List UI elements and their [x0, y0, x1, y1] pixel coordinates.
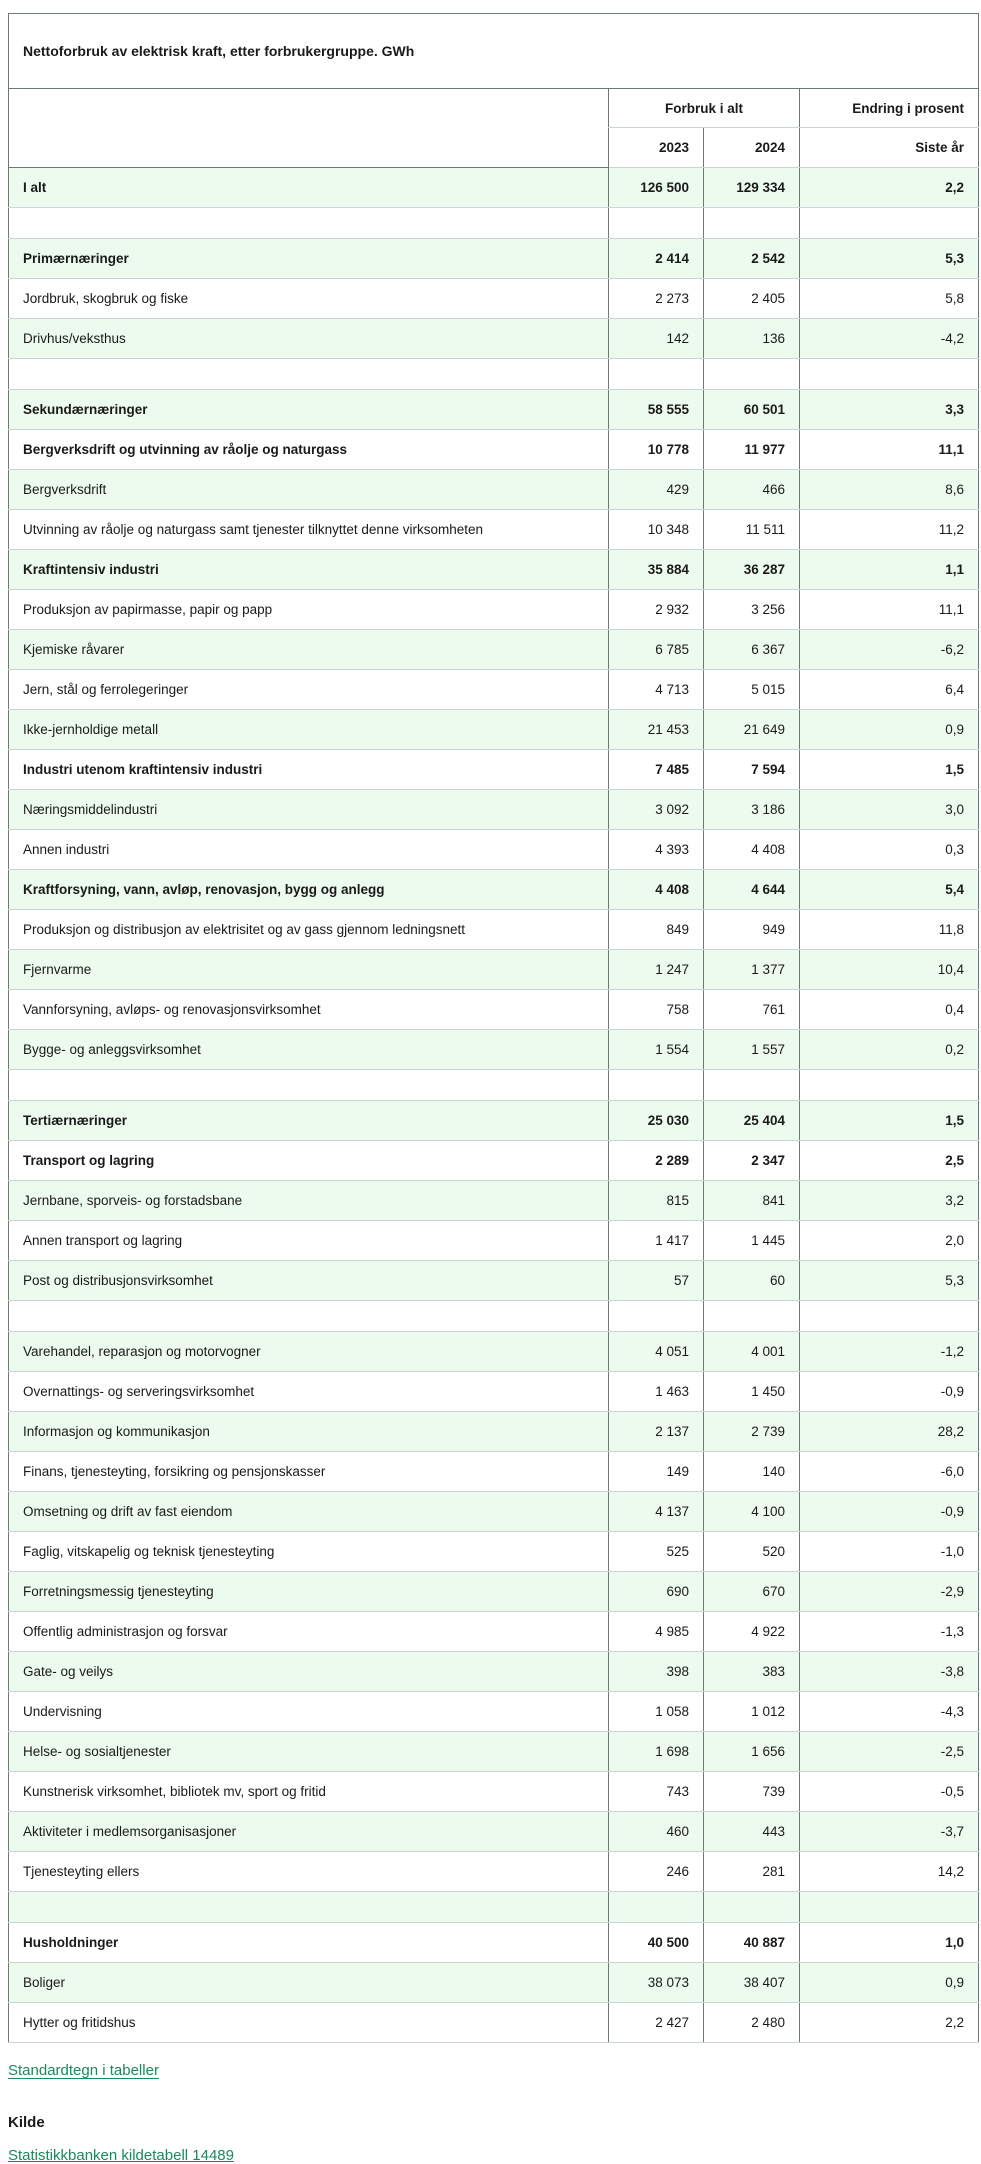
table-row	[9, 1141, 979, 1181]
row-label: Tertiærnæringer	[9, 1101, 609, 1141]
value-2023: 40 500	[609, 1923, 704, 1963]
percent-change: 0,9	[800, 1963, 979, 2003]
percent-change: 6,4	[800, 670, 979, 710]
percent-change: 1,1	[800, 550, 979, 590]
value-2024: 383	[704, 1652, 800, 1692]
value-2023: 1 698	[609, 1732, 704, 1772]
row-label: Undervisning	[9, 1692, 609, 1732]
header-year-2023: 2023	[609, 128, 704, 168]
value-2023: 35 884	[609, 550, 704, 590]
percent-change: 14,2	[800, 1852, 979, 1892]
table-row	[9, 430, 979, 470]
value-2023: 2 932	[609, 590, 704, 630]
row-label: I alt	[9, 168, 609, 208]
percent-change: 5,3	[800, 1261, 979, 1301]
value-2023: 1 247	[609, 950, 704, 990]
table-row	[9, 1923, 979, 1963]
value-2024: 2 405	[704, 279, 800, 319]
value-2023: 4 051	[609, 1332, 704, 1372]
value-2023: 525	[609, 1532, 704, 1572]
table-row	[9, 1332, 979, 1372]
percent-change: 11,8	[800, 910, 979, 950]
percent-change: -6,2	[800, 630, 979, 670]
table-row	[9, 950, 979, 990]
value-2024: 2 480	[704, 2003, 800, 2043]
table-row	[9, 510, 979, 550]
value-2024: 4 922	[704, 1612, 800, 1652]
table-row	[9, 1030, 979, 1070]
value-2023	[609, 1301, 704, 1332]
value-2023: 149	[609, 1452, 704, 1492]
table-row	[9, 1372, 979, 1412]
percent-change: -4,2	[800, 319, 979, 359]
percent-change: 5,8	[800, 279, 979, 319]
percent-change: 5,4	[800, 870, 979, 910]
value-2023: 2 289	[609, 1141, 704, 1181]
value-2023: 2 427	[609, 2003, 704, 2043]
table-row	[9, 319, 979, 359]
value-2023: 1 463	[609, 1372, 704, 1412]
value-2024: 4 100	[704, 1492, 800, 1532]
percent-change: 10,4	[800, 950, 979, 990]
row-label: Boliger	[9, 1963, 609, 2003]
table-row	[9, 790, 979, 830]
value-2024: 520	[704, 1532, 800, 1572]
row-label: Aktiviteter i medlemsorganisasjoner	[9, 1812, 609, 1852]
value-2023: 758	[609, 990, 704, 1030]
percent-change: 2,5	[800, 1141, 979, 1181]
percent-change: 3,0	[800, 790, 979, 830]
value-2023: 4 985	[609, 1612, 704, 1652]
row-label: Helse- og sosialtjenester	[9, 1732, 609, 1772]
table-row	[9, 279, 979, 319]
row-label: Offentlig administrasjon og forsvar	[9, 1612, 609, 1652]
value-2023: 429	[609, 470, 704, 510]
row-label	[9, 1070, 609, 1101]
value-2024: 136	[704, 319, 800, 359]
value-2024: 2 739	[704, 1412, 800, 1452]
percent-change: 1,5	[800, 1101, 979, 1141]
value-2024: 21 649	[704, 710, 800, 750]
row-label: Primærnæringer	[9, 239, 609, 279]
table-row	[9, 2003, 979, 2043]
percent-change: 2,0	[800, 1221, 979, 1261]
spacer-row	[9, 1892, 979, 1923]
value-2024: 281	[704, 1852, 800, 1892]
percent-change: -0,9	[800, 1492, 979, 1532]
value-2024: 6 367	[704, 630, 800, 670]
value-2024: 841	[704, 1181, 800, 1221]
percent-change: 11,1	[800, 590, 979, 630]
spacer-row	[9, 1301, 979, 1332]
value-2023: 58 555	[609, 390, 704, 430]
row-label: Annen transport og lagring	[9, 1221, 609, 1261]
value-2023: 2 137	[609, 1412, 704, 1452]
row-label	[9, 359, 609, 390]
percent-change: 5,3	[800, 239, 979, 279]
table-row	[9, 910, 979, 950]
value-2024: 4 001	[704, 1332, 800, 1372]
percent-change: 2,2	[800, 168, 979, 208]
value-2023: 4 393	[609, 830, 704, 870]
value-2023: 4 713	[609, 670, 704, 710]
table-row	[9, 1261, 979, 1301]
value-2024: 11 511	[704, 510, 800, 550]
row-label: Vannforsyning, avløps- og renovasjonsvirksomhet	[9, 990, 609, 1030]
row-label: Hytter og fritidshus	[9, 2003, 609, 2043]
percent-change: 28,2	[800, 1412, 979, 1452]
percent-change: -0,5	[800, 1772, 979, 1812]
table-row	[9, 1412, 979, 1452]
value-2023	[609, 1070, 704, 1101]
percent-change: 0,4	[800, 990, 979, 1030]
value-2024: 40 887	[704, 1923, 800, 1963]
table-row	[9, 670, 979, 710]
header-blank	[9, 89, 609, 168]
percent-change: 8,6	[800, 470, 979, 510]
percent-change: -2,9	[800, 1572, 979, 1612]
percent-change: -1,0	[800, 1532, 979, 1572]
value-2023: 57	[609, 1261, 704, 1301]
value-2024: 38 407	[704, 1963, 800, 2003]
table-row	[9, 550, 979, 590]
percent-change: 0,9	[800, 710, 979, 750]
value-2023: 743	[609, 1772, 704, 1812]
row-label: Finans, tjenesteyting, forsikring og pensjonskasser	[9, 1452, 609, 1492]
value-2023: 4 137	[609, 1492, 704, 1532]
value-2023: 21 453	[609, 710, 704, 750]
row-label: Transport og lagring	[9, 1141, 609, 1181]
percent-change: 0,2	[800, 1030, 979, 1070]
percent-change	[800, 1070, 979, 1101]
percent-change: 1,0	[800, 1923, 979, 1963]
header-last-year: Siste år	[800, 128, 979, 168]
value-2023: 142	[609, 319, 704, 359]
value-2023: 3 092	[609, 790, 704, 830]
header-year-2024: 2024	[704, 128, 800, 168]
row-label: Kunstnerisk virksomhet, bibliotek mv, sport og fritid	[9, 1772, 609, 1812]
percent-change: -0,9	[800, 1372, 979, 1412]
value-2024: 25 404	[704, 1101, 800, 1141]
table-row	[9, 239, 979, 279]
value-2024: 466	[704, 470, 800, 510]
table-row	[9, 1852, 979, 1892]
header-consumption: Forbruk i alt	[609, 89, 800, 128]
row-label: Bygge- og anleggsvirksomhet	[9, 1030, 609, 1070]
percent-change: -1,3	[800, 1612, 979, 1652]
row-label	[9, 208, 609, 239]
table-row	[9, 1492, 979, 1532]
table-row	[9, 1612, 979, 1652]
row-label: Gate- og veilys	[9, 1652, 609, 1692]
value-2024: 140	[704, 1452, 800, 1492]
row-label: Næringsmiddelindustri	[9, 790, 609, 830]
table-row	[9, 1732, 979, 1772]
percent-change	[800, 208, 979, 239]
value-2023: 10 348	[609, 510, 704, 550]
value-2024: 2 347	[704, 1141, 800, 1181]
value-2024	[704, 359, 800, 390]
row-label: Kraftintensiv industri	[9, 550, 609, 590]
percent-change	[800, 1892, 979, 1923]
row-label: Fjernvarme	[9, 950, 609, 990]
value-2024: 1 012	[704, 1692, 800, 1732]
value-2023: 38 073	[609, 1963, 704, 2003]
value-2024: 949	[704, 910, 800, 950]
table-row	[9, 710, 979, 750]
table-row	[9, 990, 979, 1030]
value-2023: 849	[609, 910, 704, 950]
table-row	[9, 590, 979, 630]
value-2024	[704, 208, 800, 239]
percent-change: 1,5	[800, 750, 979, 790]
spacer-row	[9, 359, 979, 390]
value-2024: 4 408	[704, 830, 800, 870]
value-2023: 1 058	[609, 1692, 704, 1732]
table-wrapper	[8, 13, 978, 2043]
row-label	[9, 1892, 609, 1923]
value-2023: 4 408	[609, 870, 704, 910]
table-row	[9, 1532, 979, 1572]
value-2024	[704, 1892, 800, 1923]
value-2023: 815	[609, 1181, 704, 1221]
table-title: Nettoforbruk av elektrisk kraft, etter forbrukergruppe. GWh	[8, 13, 979, 88]
row-label: Faglig, vitskapelig og teknisk tjenesteyting	[9, 1532, 609, 1572]
percent-change: 3,3	[800, 390, 979, 430]
table-row	[9, 1181, 979, 1221]
value-2023: 398	[609, 1652, 704, 1692]
table-row	[9, 1772, 979, 1812]
row-label: Produksjon av papirmasse, papir og papp	[9, 590, 609, 630]
value-2024: 443	[704, 1812, 800, 1852]
table-row	[9, 870, 979, 910]
value-2024: 129 334	[704, 168, 800, 208]
value-2024	[704, 1070, 800, 1101]
percent-change: -2,5	[800, 1732, 979, 1772]
row-label: Overnattings- og serveringsvirksomhet	[9, 1372, 609, 1412]
value-2023: 2 414	[609, 239, 704, 279]
value-2023: 1 417	[609, 1221, 704, 1261]
value-2023	[609, 208, 704, 239]
value-2023	[609, 359, 704, 390]
row-label: Jordbruk, skogbruk og fiske	[9, 279, 609, 319]
value-2024: 761	[704, 990, 800, 1030]
value-2024: 1 445	[704, 1221, 800, 1261]
table-row	[9, 1963, 979, 2003]
percent-change: 2,2	[800, 2003, 979, 2043]
row-label: Kraftforsyning, vann, avløp, renovasjon, bygg og anlegg	[9, 870, 609, 910]
table-row	[9, 470, 979, 510]
value-2024: 3 256	[704, 590, 800, 630]
table-row	[9, 830, 979, 870]
row-label: Utvinning av råolje og naturgass samt tjenester tilknyttet denne virksomheten	[9, 510, 609, 550]
row-label: Post og distribusjonsvirksomhet	[9, 1261, 609, 1301]
row-label: Produksjon og distribusjon av elektrisitet og av gass gjennom ledningsnett	[9, 910, 609, 950]
value-2024: 1 450	[704, 1372, 800, 1412]
source-heading: Kilde	[8, 2114, 45, 2131]
value-2023: 25 030	[609, 1101, 704, 1141]
value-2024: 4 644	[704, 870, 800, 910]
value-2024: 36 287	[704, 550, 800, 590]
table-body	[9, 168, 979, 2043]
value-2023: 10 778	[609, 430, 704, 470]
value-2023: 1 554	[609, 1030, 704, 1070]
value-2024: 1 377	[704, 950, 800, 990]
spacer-row	[9, 1070, 979, 1101]
row-label: Husholdninger	[9, 1923, 609, 1963]
row-label: Annen industri	[9, 830, 609, 870]
value-2023: 690	[609, 1572, 704, 1612]
percent-change: -1,2	[800, 1332, 979, 1372]
row-label: Varehandel, reparasjon og motorvogner	[9, 1332, 609, 1372]
row-label: Drivhus/veksthus	[9, 319, 609, 359]
table-row	[9, 1812, 979, 1852]
value-2024: 3 186	[704, 790, 800, 830]
value-2024: 2 542	[704, 239, 800, 279]
percent-change: 11,1	[800, 430, 979, 470]
percent-change: -4,3	[800, 1692, 979, 1732]
row-label: Forretningsmessig tjenesteyting	[9, 1572, 609, 1612]
value-2023: 246	[609, 1852, 704, 1892]
row-label: Omsetning og drift av fast eiendom	[9, 1492, 609, 1532]
table-header	[9, 89, 979, 168]
percent-change: -3,8	[800, 1652, 979, 1692]
row-label: Ikke-jernholdige metall	[9, 710, 609, 750]
table-row	[9, 1221, 979, 1261]
percent-change	[800, 1301, 979, 1332]
row-label: Tjenesteyting ellers	[9, 1852, 609, 1892]
table-row	[9, 1692, 979, 1732]
row-label: Jernbane, sporveis- og forstadsbane	[9, 1181, 609, 1221]
symbols-link[interactable]: Standardtegn i tabeller	[8, 2062, 159, 2079]
value-2023: 6 785	[609, 630, 704, 670]
row-label: Informasjon og kommunikasjon	[9, 1412, 609, 1452]
value-2023: 7 485	[609, 750, 704, 790]
table-row	[9, 750, 979, 790]
consumption-table	[8, 13, 979, 2043]
value-2024: 739	[704, 1772, 800, 1812]
percent-change: -6,0	[800, 1452, 979, 1492]
value-2024: 60	[704, 1261, 800, 1301]
table-row	[9, 1101, 979, 1141]
row-label: Kjemiske råvarer	[9, 630, 609, 670]
value-2024: 1 557	[704, 1030, 800, 1070]
value-2024: 670	[704, 1572, 800, 1612]
row-label: Bergverksdrift og utvinning av råolje og naturgass	[9, 430, 609, 470]
value-2024: 11 977	[704, 430, 800, 470]
table-row	[9, 630, 979, 670]
source-link[interactable]: Statistikkbanken kildetabell 14489	[8, 2147, 234, 2164]
row-label: Jern, stål og ferrolegeringer	[9, 670, 609, 710]
value-2023: 126 500	[609, 168, 704, 208]
value-2024: 60 501	[704, 390, 800, 430]
row-label	[9, 1301, 609, 1332]
value-2023: 460	[609, 1812, 704, 1852]
percent-change: 3,2	[800, 1181, 979, 1221]
value-2024: 7 594	[704, 750, 800, 790]
row-label: Bergverksdrift	[9, 470, 609, 510]
value-2024: 5 015	[704, 670, 800, 710]
table-row	[9, 1572, 979, 1612]
table-row	[9, 390, 979, 430]
percent-change	[800, 359, 979, 390]
percent-change: 0,3	[800, 830, 979, 870]
table-row	[9, 1652, 979, 1692]
value-2024	[704, 1301, 800, 1332]
value-2023	[609, 1892, 704, 1923]
table-row	[9, 1452, 979, 1492]
percent-change: -3,7	[800, 1812, 979, 1852]
table-row	[9, 168, 979, 208]
spacer-row	[9, 208, 979, 239]
header-change: Endring i prosent	[800, 89, 979, 128]
percent-change: 11,2	[800, 510, 979, 550]
value-2023: 2 273	[609, 279, 704, 319]
value-2024: 1 656	[704, 1732, 800, 1772]
row-label: Industri utenom kraftintensiv industri	[9, 750, 609, 790]
row-label: Sekundærnæringer	[9, 390, 609, 430]
